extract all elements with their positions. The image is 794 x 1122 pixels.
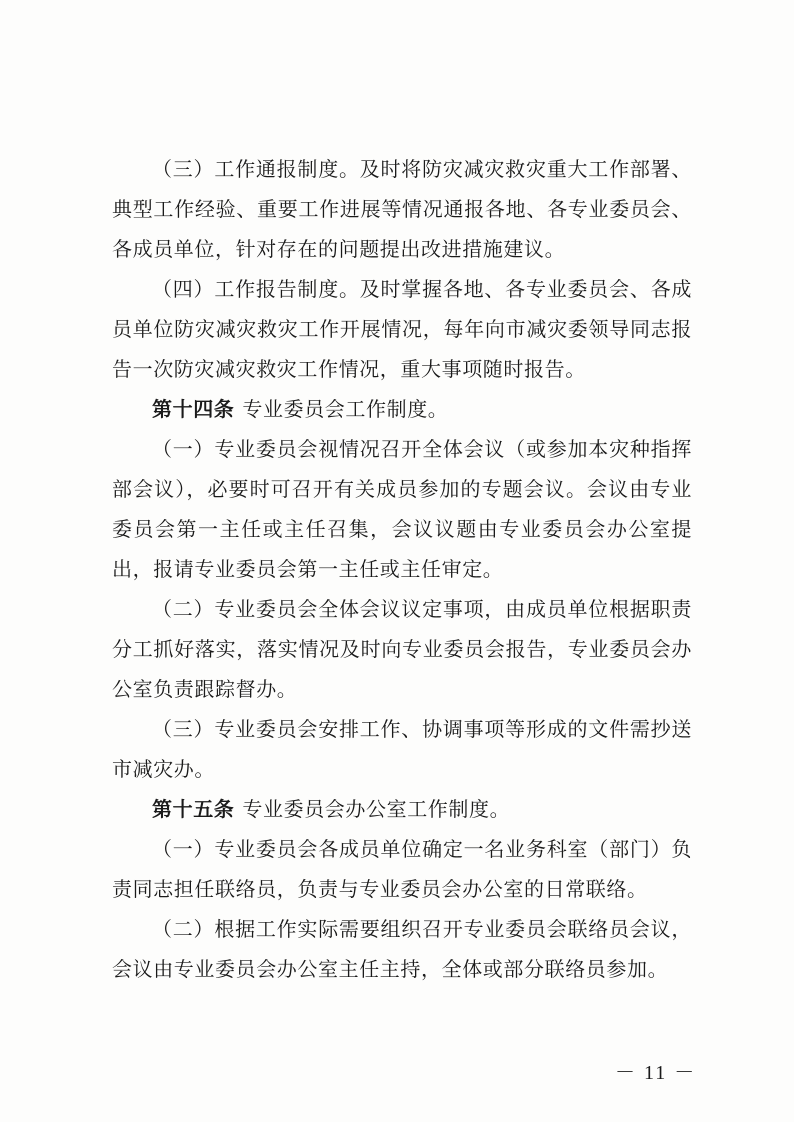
article-title: 专业委员会办公室工作制度。 — [242, 797, 511, 821]
paragraph-text: （四）工作报告制度。及时掌握各地、各专业委员会、各成员单位防灾减灾救灾工作开展情况，每年向市减灾委领导同志报告一次防灾减灾救灾工作情况，重大事项随时报告。 — [112, 277, 692, 381]
article-15 — [112, 789, 692, 829]
paragraph-work-bulletin — [112, 149, 692, 269]
article-heading: 第十五条 — [152, 797, 235, 821]
paragraph-text: （一）专业委员会视情况召开全体会议（或参加本灾种指挥部会议），必要时可召开有关成员参加的专题会议。会议由专业委员会第一主任或主任召集，会议议题由专业委员会办公室提出，报请专业委员会第一主任或主任审定。 — [112, 437, 692, 581]
paragraph-text: （二）根据工作实际需要组织召开专业委员会联络员会议，会议由专业委员会办公室主任主持，全体或部分联络员参加。 — [112, 917, 692, 981]
paragraph-text: （三）专业委员会安排工作、协调事项等形成的文件需抄送市减灾办。 — [112, 717, 692, 781]
paragraph-liaison-officers — [112, 829, 692, 909]
paragraph-committee-decisions — [112, 589, 692, 709]
article-title: 专业委员会工作制度。 — [242, 397, 449, 421]
paragraph-committee-documents — [112, 709, 692, 789]
paragraph-committee-meetings — [112, 429, 692, 589]
paragraph-liaison-meetings — [112, 909, 692, 989]
article-14 — [112, 389, 692, 429]
paragraph-work-report — [112, 269, 692, 389]
paragraph-text: （三）工作通报制度。及时将防灾减灾救灾重大工作部署、典型工作经验、重要工作进展等情况通报各地、各专业委员会、各成员单位，针对存在的问题提出改进措施建议。 — [112, 157, 692, 261]
paragraph-text: （一）专业委员会各成员单位确定一名业务科室（部门）负责同志担任联络员，负责与专业委员会办公室的日常联络。 — [112, 837, 692, 901]
paragraph-text: （二）专业委员会全体会议议定事项，由成员单位根据职责分工抓好落实，落实情况及时向专业委员会报告，专业委员会办公室负责跟踪督办。 — [112, 597, 692, 701]
page-number: － 11 － — [615, 1062, 697, 1084]
document-body — [112, 149, 692, 989]
article-heading: 第十四条 — [152, 397, 235, 421]
